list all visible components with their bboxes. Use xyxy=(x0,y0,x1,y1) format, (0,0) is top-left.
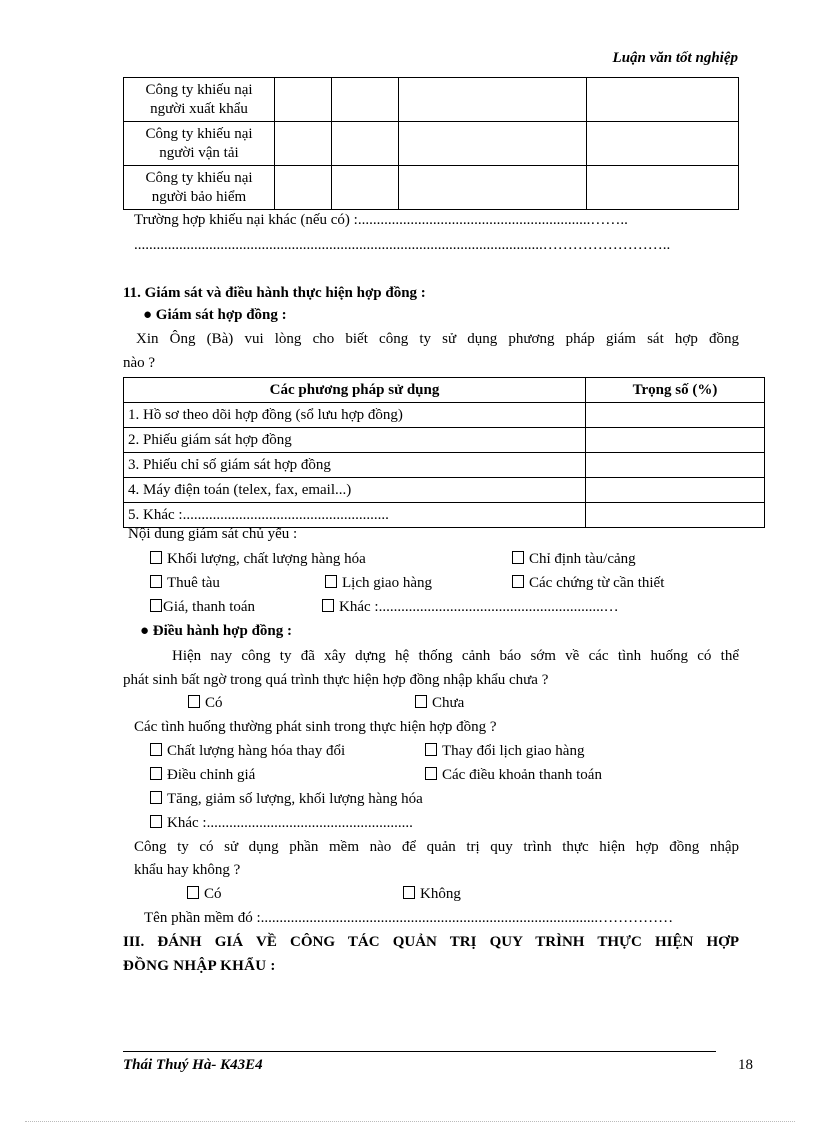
table-cell[interactable] xyxy=(332,122,399,166)
other-claims-line: Trường hợp khiếu nại khác (nếu có) :..............................................................…….. xyxy=(134,212,628,228)
table-row xyxy=(124,453,765,478)
table-row xyxy=(124,403,765,428)
section-3-title-end: ĐỒNG NHẬP KHẨU : xyxy=(123,958,276,974)
option-other-situation[interactable]: Khác :....................................................... xyxy=(150,815,413,832)
checkbox-icon[interactable] xyxy=(150,575,162,588)
software-question-end: khẩu hay không ? xyxy=(134,862,241,878)
checkbox-icon[interactable] xyxy=(150,599,162,612)
option-charter[interactable]: Thuê tàu xyxy=(150,575,220,592)
page-edge-divider xyxy=(25,1121,795,1122)
option-software-yes[interactable]: Có xyxy=(187,886,222,903)
option-quantity-change[interactable]: Tăng, giảm số lượng, khối lượng hàng hóa xyxy=(150,791,423,808)
checkbox-icon[interactable] xyxy=(150,551,162,564)
warning-question: Hiện nay công ty đã xây dựng hệ thống cảnh báo sớm về các tình huống có thể xyxy=(172,648,739,664)
checkbox-icon[interactable] xyxy=(150,767,162,780)
method-label: 2. Phiếu giám sát hợp đồng xyxy=(124,428,586,453)
other-claims-dots: .............................................................................................................…………………….. xyxy=(134,237,671,253)
option-schedule-change[interactable]: Thay đổi lịch giao hàng xyxy=(425,743,584,760)
checkbox-icon[interactable] xyxy=(425,743,437,756)
footer-author: Thái Thuý Hà- K43E4 xyxy=(123,1057,263,1073)
weight-cell[interactable] xyxy=(586,503,765,528)
checkbox-icon[interactable] xyxy=(150,815,162,828)
option-payment-terms[interactable]: Các điều khoản thanh toán xyxy=(425,767,602,784)
table-cell[interactable] xyxy=(275,78,332,122)
weight-cell[interactable] xyxy=(586,428,765,453)
footer-divider xyxy=(123,1051,716,1052)
management-heading: ● Điều hành hợp đồng : xyxy=(140,623,293,639)
method-label: 1. Hồ sơ theo dõi hợp đồng (sổ lưu hợp đồng) xyxy=(124,403,586,428)
option-price-payment[interactable]: Giá, thanh toán xyxy=(150,599,255,616)
option-delivery-schedule[interactable]: Lịch giao hàng xyxy=(325,575,432,592)
checkbox-icon[interactable] xyxy=(325,575,337,588)
option-other-content[interactable]: Khác :............................................................… xyxy=(322,599,619,616)
header-title: Luận văn tốt nghiệp xyxy=(612,50,738,66)
checkbox-icon[interactable] xyxy=(512,575,524,588)
table-cell[interactable] xyxy=(275,122,332,166)
table-cell[interactable] xyxy=(399,122,587,166)
situations-label: Các tình huống thường phát sinh trong thực hiện hợp đồng ? xyxy=(134,719,497,735)
table-row xyxy=(124,478,765,503)
claim-label: Công ty khiếu nại người vận tải xyxy=(124,122,275,166)
weight-cell[interactable] xyxy=(586,453,765,478)
checkbox-icon[interactable] xyxy=(403,886,415,899)
checkbox-icon[interactable] xyxy=(512,551,524,564)
section-11-title: 11. Giám sát và điều hành thực hiện hợp đồng : xyxy=(123,285,426,301)
table-row xyxy=(124,166,739,210)
option-volume-quality[interactable]: Khối lượng, chất lượng hàng hóa xyxy=(150,551,366,568)
method-label: 4. Máy điện toán (telex, fax, email...) xyxy=(124,478,586,503)
software-question: Công ty có sử dụng phần mềm nào để quản trị quy trình thực hiện hợp đồng nhập xyxy=(134,839,739,855)
section-3-title: III. ĐÁNH GIÁ VỀ CÔNG TÁC QUẢN TRỊ QUY TRÌNH THỰC HIỆN HỢP xyxy=(123,934,739,950)
checkbox-icon[interactable] xyxy=(150,743,162,756)
checkbox-icon[interactable] xyxy=(322,599,334,612)
table-cell[interactable] xyxy=(587,78,739,122)
table-cell[interactable] xyxy=(399,166,587,210)
supervision-question: Xin Ông (Bà) vui lòng cho biết công ty sử dụng phương pháp giám sát hợp đồng xyxy=(136,331,739,347)
software-name-field[interactable]: Tên phần mềm đó :..........................................................................................…………… xyxy=(144,910,674,926)
table-cell[interactable] xyxy=(275,166,332,210)
checkbox-icon[interactable] xyxy=(188,695,200,708)
table-row xyxy=(124,428,765,453)
option-price-adjust[interactable]: Điều chỉnh giá xyxy=(150,767,255,784)
column-header: Trọng số (%) xyxy=(586,378,765,403)
checkbox-icon[interactable] xyxy=(187,886,199,899)
table-cell[interactable] xyxy=(587,166,739,210)
claims-table xyxy=(123,77,739,210)
weight-cell[interactable] xyxy=(586,403,765,428)
supervision-heading: ● Giám sát hợp đồng : xyxy=(143,307,287,323)
table-cell[interactable] xyxy=(332,166,399,210)
table-row xyxy=(124,503,765,528)
page-number: 18 xyxy=(738,1057,753,1073)
checkbox-icon[interactable] xyxy=(150,791,162,804)
content-label: Nội dung giám sát chủ yếu : xyxy=(128,526,298,542)
method-label: 3. Phiếu chỉ số giám sát hợp đồng xyxy=(124,453,586,478)
warning-question-end: phát sinh bất ngờ trong quá trình thực hiện hợp đồng nhập khẩu chưa ? xyxy=(123,672,549,688)
table-cell[interactable] xyxy=(587,122,739,166)
checkbox-icon[interactable] xyxy=(425,767,437,780)
option-software-no[interactable]: Không xyxy=(403,886,461,903)
option-documents[interactable]: Các chứng từ cần thiết xyxy=(512,575,664,592)
weight-cell[interactable] xyxy=(586,478,765,503)
table-row xyxy=(124,78,739,122)
option-quality-change[interactable]: Chất lượng hàng hóa thay đổi xyxy=(150,743,345,760)
table-cell[interactable] xyxy=(399,78,587,122)
option-warning-yes[interactable]: Có xyxy=(188,695,223,712)
methods-table xyxy=(123,377,765,528)
column-header: Các phương pháp sử dụng xyxy=(124,378,586,403)
checkbox-icon[interactable] xyxy=(415,695,427,708)
option-ship-port[interactable]: Chỉ định tàu/cảng xyxy=(512,551,636,568)
claim-label: Công ty khiếu nại người bảo hiểm xyxy=(124,166,275,210)
table-row xyxy=(124,122,739,166)
method-label: 5. Khác :....................................................... xyxy=(124,503,586,528)
supervision-question-end: nào ? xyxy=(123,355,156,371)
table-cell[interactable] xyxy=(332,78,399,122)
table-header-row xyxy=(124,378,765,403)
option-warning-no[interactable]: Chưa xyxy=(415,695,464,712)
claim-label: Công ty khiếu nại người xuất khẩu xyxy=(124,78,275,122)
